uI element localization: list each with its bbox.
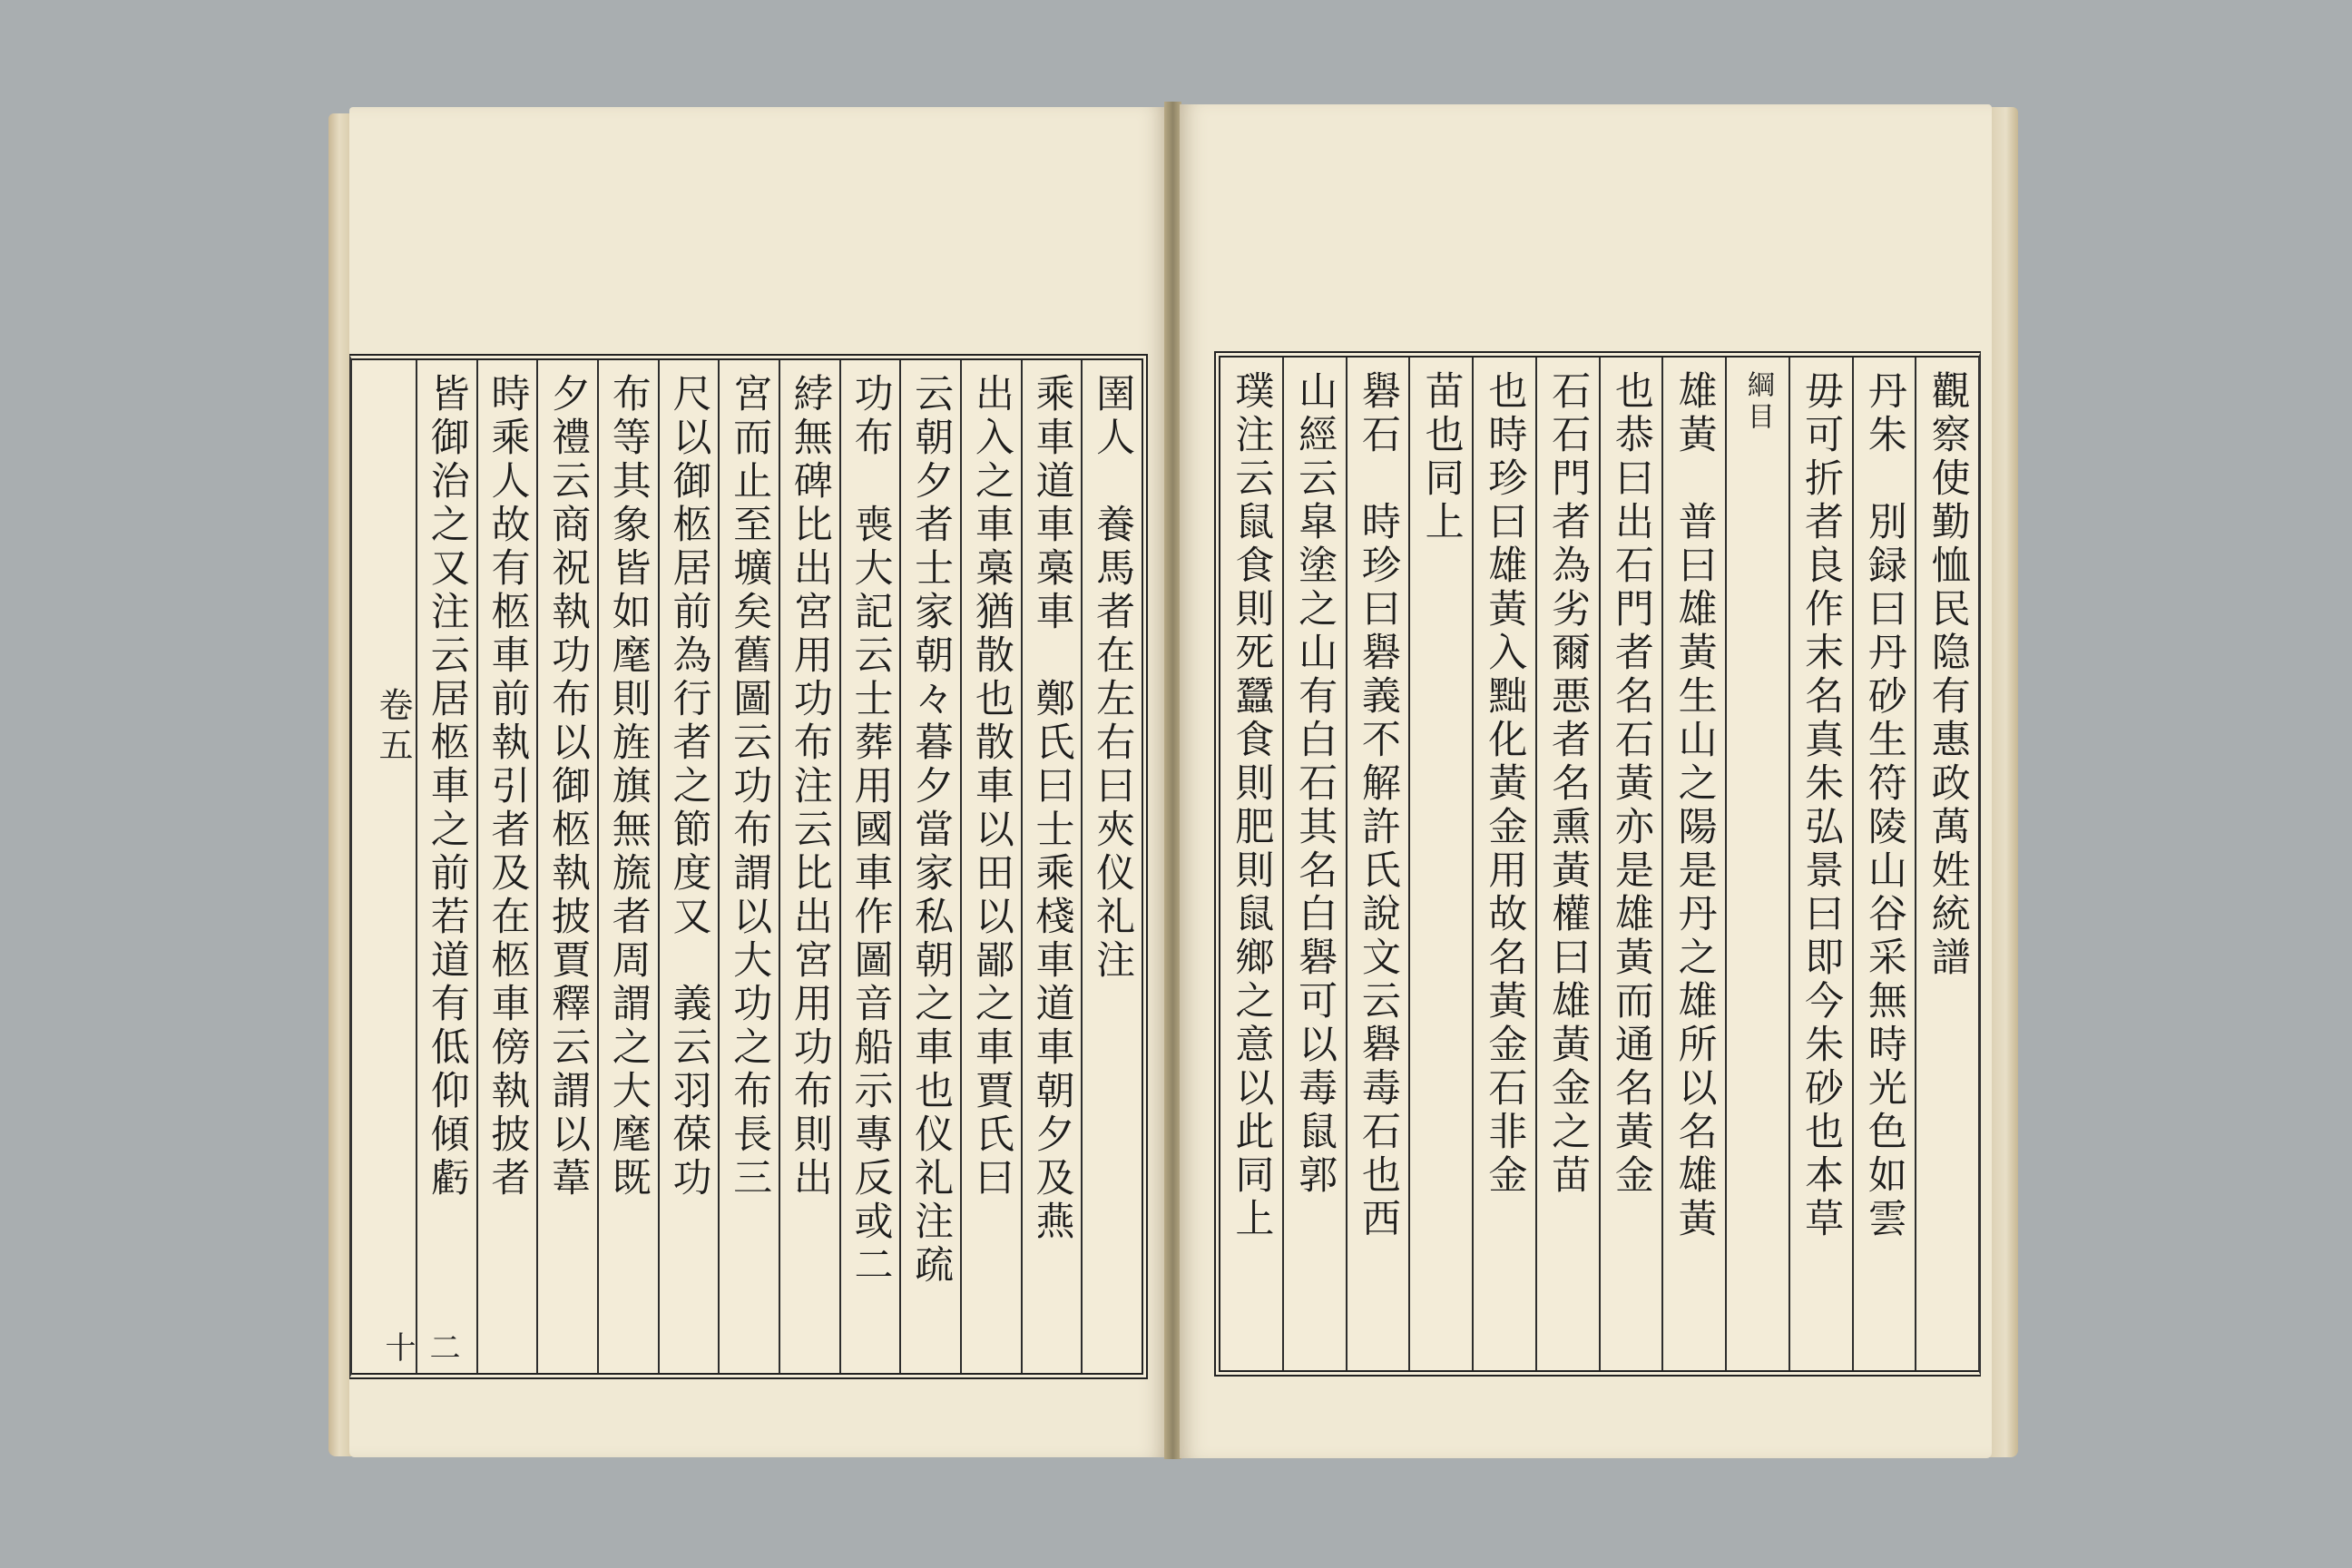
column-text: 也恭曰出石門者名石黃亦是雄黃而通名黃金 bbox=[1608, 370, 1654, 1198]
left-page bbox=[349, 107, 1166, 1457]
text-column bbox=[718, 360, 779, 1373]
column-text: 云朝夕者士家朝々暮夕當家私朝之車也仪礼注疏 bbox=[908, 373, 955, 1288]
text-column bbox=[1282, 358, 1346, 1370]
text-column bbox=[1346, 358, 1409, 1370]
column-text: 璞注云鼠食則死蠶食則肥則鼠鄉之意以此同上 bbox=[1229, 370, 1275, 1241]
column-text: 夕禮云商祝執功布以御柩執披賈釋云謂以葦 bbox=[545, 373, 592, 1200]
column-text: 山經云皐塗之山有白石其名白礜可以毒鼠郭 bbox=[1292, 370, 1338, 1198]
column-text: 皆御治之又注云居柩車之前若道有低仰傾虧 bbox=[424, 373, 470, 1200]
column-text: 圉人 養馬者在左右曰夾仪礼注 bbox=[1090, 373, 1136, 983]
column-text: 丹朱 別録曰丹砂生符陵山谷采無時光色如雲 bbox=[1861, 370, 1907, 1241]
text-column bbox=[1535, 358, 1599, 1370]
text-column bbox=[416, 360, 476, 1373]
column-text: 毋可折者良作末名真朱弘景曰即今朱砂也本草 bbox=[1798, 370, 1845, 1241]
column-text: 布等其象皆如麾則旌旗無旒者周謂之大麾既 bbox=[605, 373, 652, 1200]
right-columns bbox=[1220, 358, 1978, 1370]
column-text: 石石門者為劣爾悪者名熏黃權曰雄黃金之苗 bbox=[1545, 370, 1592, 1198]
column-text: 綍無碑比出宮用功布注云比出宮用功布則出 bbox=[787, 373, 833, 1200]
column-text: 雄黃 普曰雄黃生山之陽是丹之雄所以名雄黃 bbox=[1671, 370, 1718, 1241]
column-text: 乘車道車槀車 鄭氏曰士乘棧車道車朝夕及燕 bbox=[1029, 373, 1075, 1244]
column-text: 觀察使勤恤民隐有惠政萬姓統譜 bbox=[1925, 370, 1971, 980]
text-column bbox=[1915, 358, 1978, 1370]
text-column bbox=[1472, 358, 1535, 1370]
text-column bbox=[476, 360, 537, 1373]
left-columns bbox=[352, 360, 1142, 1373]
column-text: 功布 喪大記云士葬用國車作圖音船示專反或二 bbox=[848, 373, 894, 1288]
text-column bbox=[1081, 360, 1142, 1373]
text-column bbox=[839, 360, 900, 1373]
text-column bbox=[1852, 358, 1916, 1370]
column-text: 苗也同上 bbox=[1418, 370, 1465, 544]
right-text-frame bbox=[1214, 351, 1981, 1377]
column-text: 尺以御柩居前為行者之節度又 義云羽葆功 bbox=[666, 373, 712, 1200]
text-column bbox=[1408, 358, 1472, 1370]
folio-number: 二十 bbox=[378, 1331, 460, 1367]
right-page bbox=[1180, 104, 1992, 1458]
text-column bbox=[1220, 358, 1282, 1370]
text-column bbox=[536, 360, 597, 1373]
volume-label: 卷五 bbox=[372, 687, 413, 767]
column-text: 也時珍曰雄黃入黜化黃金用故名黃金石非金 bbox=[1482, 370, 1528, 1198]
text-column bbox=[1599, 358, 1662, 1370]
right-page-edge bbox=[1987, 107, 2018, 1457]
column-text: 礜石 時珍曰礜義不解許氏說文云礜毒石也西 bbox=[1355, 370, 1401, 1241]
column-text: 宮而止至壙矣舊圖云功布謂以大功之布長三 bbox=[727, 373, 773, 1200]
text-column bbox=[779, 360, 839, 1373]
column-text: 綱目 bbox=[1741, 370, 1774, 434]
text-column bbox=[1021, 360, 1082, 1373]
column-text: 出入之車槀猶散也散車以田以鄙之車賈氏曰 bbox=[968, 373, 1014, 1200]
text-column bbox=[597, 360, 658, 1373]
text-column bbox=[960, 360, 1021, 1373]
left-text-frame bbox=[349, 354, 1148, 1379]
text-column bbox=[658, 360, 719, 1373]
text-column bbox=[1725, 358, 1788, 1370]
text-column bbox=[1661, 358, 1725, 1370]
text-column bbox=[899, 360, 960, 1373]
text-column bbox=[1788, 358, 1852, 1370]
column-text: 時乘人故有柩車前執引者及在柩車傍執披者 bbox=[485, 373, 531, 1200]
